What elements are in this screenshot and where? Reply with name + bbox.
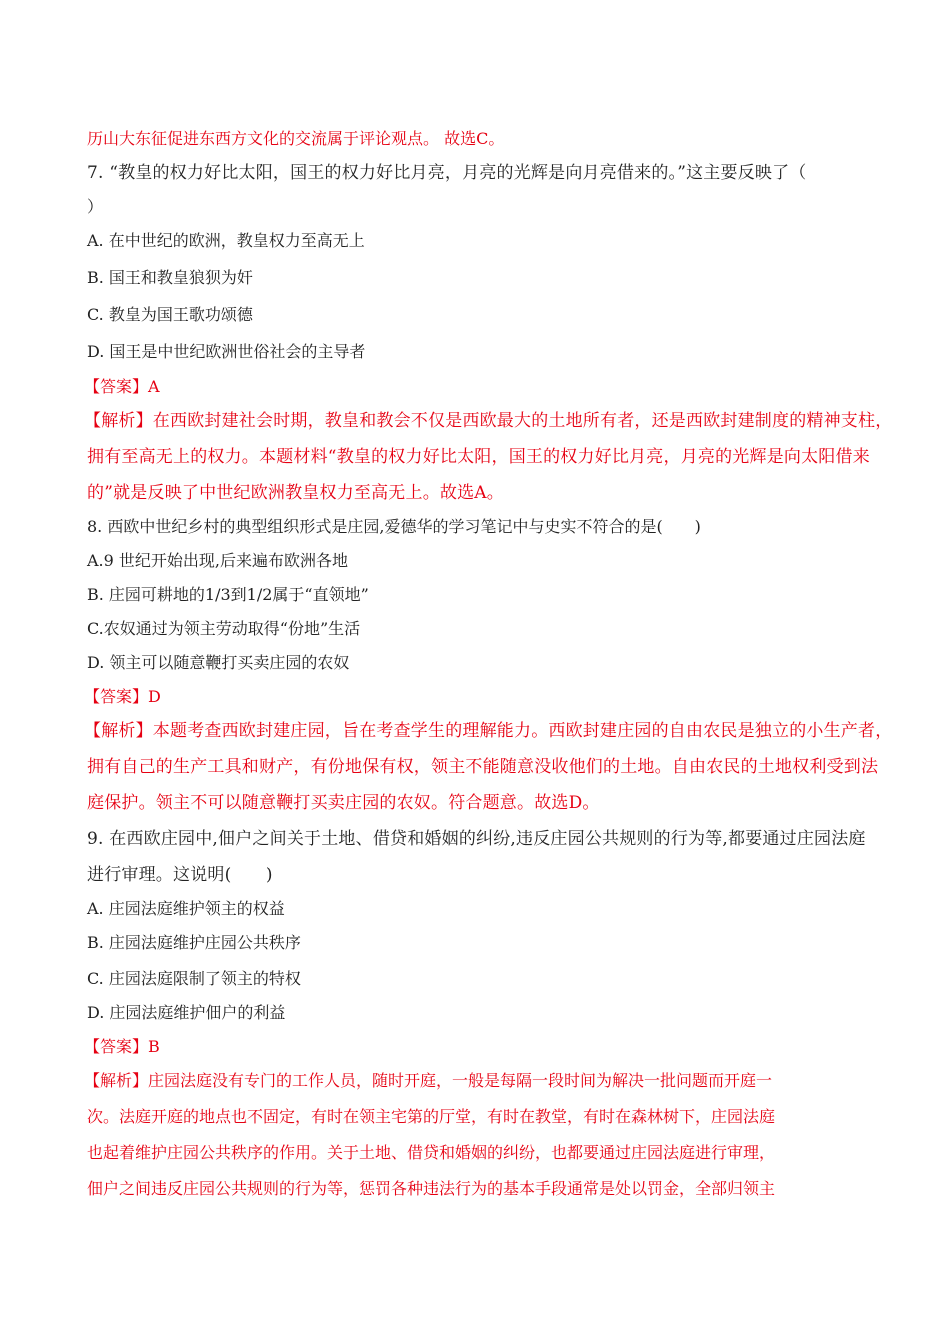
question-8-option-d: D. 领主可以随意鞭打买卖庄园的农奴 [87,653,350,672]
question-7-stem-cont: ） [87,197,104,216]
question-7-stem: 7. “教皇的权力好比太阳，国王的权力好比月亮，月亮的光辉是向月亮借来的。”这主要反映了（ [87,163,807,183]
question-7-option-a: A. 在中世纪的欧洲，教皇权力至高无上 [87,231,365,250]
question-8-answer: 【答案】D [84,687,161,706]
question-9-explanation-2: 次。法庭开庭的地点也不固定，有时在领主宅第的厅堂，有时在教堂，有时在森林树下，庄园法庭 [87,1107,776,1126]
question-9-option-d: D. 庄园法庭维护佃户的利益 [87,1003,286,1022]
question-8-explanation-3: 庭保护。领主不可以随意鞭打买卖庄园的农奴。符合题意。故选D。 [87,793,600,813]
question-7-explanation-3: 的”就是反映了中世纪欧洲教皇权力至高无上。故选A。 [87,483,504,503]
question-9-explanation-1: 【解析】庄园法庭没有专门的工作人员，随时开庭，一般是每隔一段时间为解决一批问题而开庭一 [84,1071,773,1090]
question-7-option-c: C. 教皇为国王歌功颂德 [87,305,253,324]
question-8-explanation-2: 拥有自己的生产工具和财产，有份地保有权，领主不能随意没收他们的土地。自由农民的土地权利受到法 [87,757,879,777]
explanation-6-end: 历山大东征促进东西方文化的交流属于评论观点。 故选C。 [87,129,505,148]
question-9-option-b: B. 庄园法庭维护庄园公共秩序 [87,933,301,952]
question-8-option-c: C.农奴通过为领主劳动取得“份地”生活 [87,619,361,638]
question-8-explanation-1: 【解析】本题考查西欧封建庄园，旨在考查学生的理解能力。西欧封建庄园的自由农民是独立的小生产者， [84,721,893,741]
question-8-option-a: A.9 世纪开始出现,后来遍布欧洲各地 [87,551,348,570]
question-7-option-b: B. 国王和教皇狼狈为奸 [87,268,253,287]
question-9-explanation-3: 也起着维护庄园公共秩序的作用。关于土地、借贷和婚姻的纠纷，也都要通过庄园法庭进行审理， [87,1143,776,1162]
question-9-explanation-4: 佃户之间违反庄园公共规则的行为等，惩罚各种违法行为的基本手段通常是处以罚金，全部归领主 [87,1179,776,1198]
question-9-stem: 9. 在西欧庄园中,佃户之间关于土地、借贷和婚姻的纠纷,违反庄园公共规则的行为等,都要通过庄园法庭 [87,829,866,849]
question-7-explanation-2: 拥有至高无上的权力。本题材料“教皇的权力好比太阳，国王的权力好比月亮，月亮的光辉是向太阳借来 [87,447,870,467]
question-7-option-d: D. 国王是中世纪欧洲世俗社会的主导者 [87,342,366,361]
question-9-stem-cont: 进行审理。这说明( ) [87,865,273,885]
question-8-option-b: B. 庄园可耕地的1/3到1/2属于“直领地” [87,585,369,604]
question-9-option-c: C. 庄园法庭限制了领主的特权 [87,969,301,988]
question-9-option-a: A. 庄园法庭维护领主的权益 [87,899,285,918]
question-9-answer: 【答案】B [84,1037,160,1056]
question-7-explanation-1: 【解析】在西欧封建社会时期，教皇和教会不仅是西欧最大的土地所有者，还是西欧封建制度的精神支柱， [84,411,893,431]
question-8-stem: 8. 西欧中世纪乡村的典型组织形式是庄园,爱德华的学习笔记中与史实不符合的是( ) [87,517,701,536]
question-7-answer: 【答案】A [84,377,160,396]
